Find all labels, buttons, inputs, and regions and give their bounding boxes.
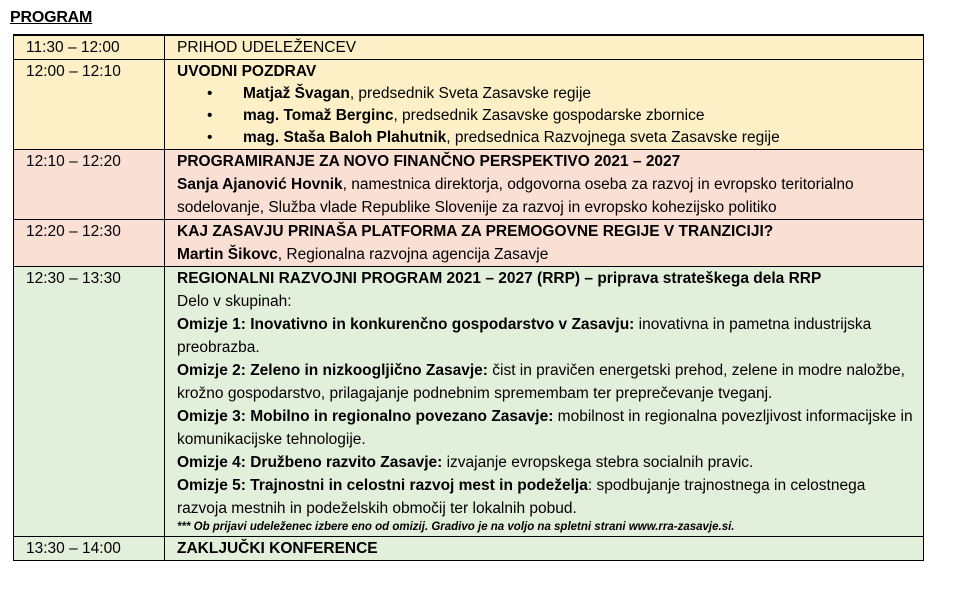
group-item — [177, 359, 919, 405]
session-cell — [165, 220, 924, 267]
list-item — [207, 105, 919, 127]
session-title: KAJ ZASAVJU PRINAŠA PLATFORMA ZA PREMOGOVNE REGIJE V TRANZICIJI? — [177, 223, 774, 240]
group-item — [177, 405, 919, 451]
speaker-role: , namestnica direktorja, odgovorna oseba za razvoj in evropsko teritorialno sodelovanje, Služba vlade Republike Slovenije za razvoj in evropsko kohezijsko politiko — [177, 176, 854, 216]
speaker-role: , predsednik Zasavske gospodarske zbornice — [393, 107, 705, 124]
time-cell: 13:30 – 14:00 — [14, 537, 165, 561]
session-cell — [165, 267, 924, 537]
footnote: *** Ob prijavi udeleženec izbere eno od omizij. Gradivo je na voljo na spletni strani www.rra-zasavje.si. — [177, 521, 735, 533]
program-heading: PROGRAM — [10, 9, 93, 26]
group-text: čist in pravičen energetski prehod, zelene in modre naložbe, krožno gospodarstvo, prilagajanje podnebnim spremembam ter preprečevanje tveganj. — [177, 362, 905, 402]
bullet-icon: • — [207, 107, 213, 124]
time-cell: 11:30 – 12:00 — [14, 35, 165, 60]
session-cell — [165, 35, 924, 60]
session-title: PROGRAMIRANJE ZA NOVO FINANČNO PERSPEKTIVO 2021 – 2027 — [177, 153, 681, 170]
bullet-icon: • — [207, 129, 213, 146]
session-title: PRIHOD UDELEŽENCEV — [177, 39, 357, 56]
group-label: Omizje 1: Inovativno in konkurenčno gospodarstvo v Zasavju: — [177, 316, 635, 333]
bullet-icon: • — [207, 85, 213, 102]
speaker-role: , predsednica Razvojnega sveta Zasavske regije — [446, 129, 780, 146]
time-cell: 12:10 – 12:20 — [14, 150, 165, 220]
speaker-role: , Regionalna razvojna agencija Zasavje — [277, 246, 549, 263]
group-text: : spodbujanje trajnostnega in celostnega razvoja mestnih in podeželskih območij ter lokalnih pobud. — [177, 477, 866, 517]
session-title: UVODNI POZDRAV — [177, 63, 317, 80]
list-item — [207, 83, 919, 105]
group-label: Omizje 4: Družbeno razvito Zasavje: — [177, 454, 443, 471]
group-text: izvajanje evropskega stebra socialnih pravic. — [442, 454, 754, 471]
group-text: inovativna in pametna industrijska preobrazba. — [177, 316, 872, 356]
speaker-name: mag. Tomaž Berginc — [243, 107, 394, 124]
session-intro: Delo v skupinah: — [177, 293, 292, 310]
group-text: mobilnost in regionalna povezljivost informacijske in komunikacijske tehnologije. — [177, 408, 913, 448]
program-table — [13, 34, 924, 561]
group-label: Omizje 5: Trajnostni in celostni razvoj mest in podeželja — [177, 477, 588, 494]
group-item — [177, 474, 919, 520]
speaker-list — [173, 83, 919, 149]
speaker-name: mag. Staša Baloh Plahutnik — [243, 129, 447, 146]
table-row — [14, 537, 924, 561]
group-item — [177, 451, 919, 474]
table-row — [14, 60, 924, 150]
session-cell — [165, 150, 924, 220]
group-label: Omizje 3: Mobilno in regionalno povezano Zasavje: — [177, 408, 554, 425]
speaker-name: Matjaž Švagan — [243, 85, 350, 102]
session-title: ZAKLJUČKI KONFERENCE — [177, 540, 378, 557]
speaker-role: , predsednik Sveta Zasavske regije — [349, 85, 592, 102]
table-row — [14, 35, 924, 60]
table-row — [14, 150, 924, 220]
time-cell: 12:00 – 12:10 — [14, 60, 165, 150]
session-title: REGIONALNI RAZVOJNI PROGRAM 2021 – 2027 (RRP) – priprava strateškega dela RRP — [177, 270, 822, 287]
speaker-name: Sanja Ajanović Hovnik — [177, 176, 343, 193]
speaker-line — [177, 173, 919, 219]
table-row — [14, 267, 924, 537]
list-item — [207, 127, 919, 149]
table-row — [14, 220, 924, 267]
session-cell — [165, 60, 924, 150]
time-cell: 12:30 – 13:30 — [14, 267, 165, 537]
session-cell — [165, 537, 924, 561]
time-cell: 12:20 – 12:30 — [14, 220, 165, 267]
group-item — [177, 313, 919, 359]
speaker-line — [177, 243, 919, 266]
speaker-name: Martin Šikovc — [177, 246, 278, 263]
group-label: Omizje 2: Zeleno in nizkoogljično Zasavje: — [177, 362, 488, 379]
